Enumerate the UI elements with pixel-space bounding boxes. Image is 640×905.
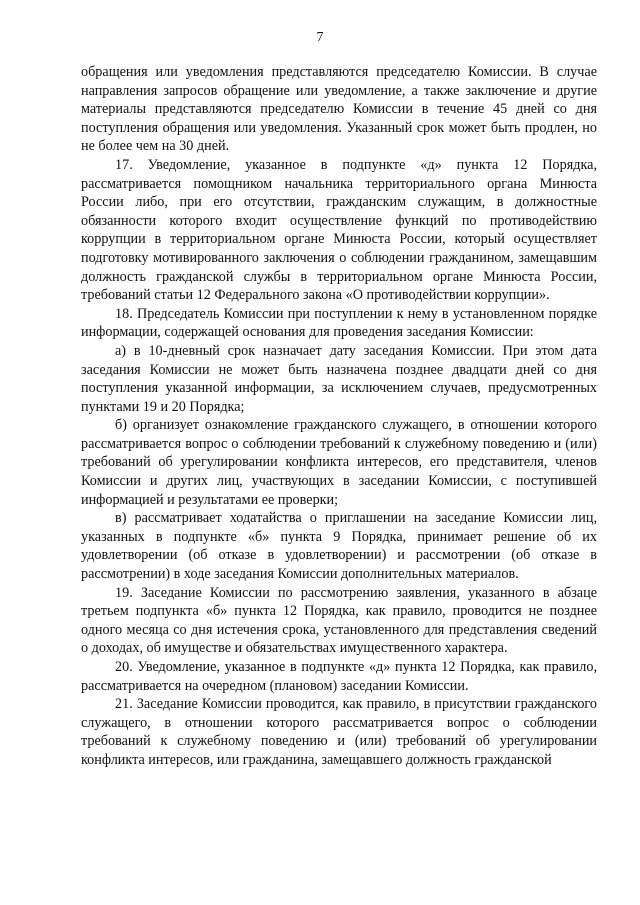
paragraph-18-b: б) организует ознакомление гражданского служащего, в отношении которого рассматривается вопрос о соблюдении требований к служебному поведению и (или) требований об урегулировании конфликта интересов, его представителя, членов Комиссии и других лиц, участвующих в заседании Комиссии, с поступившей информацией и результатами ее проверки; [81,417,597,508]
paragraph-18-v: в) рассматривает ходатайства о приглашении на заседание Комиссии лиц, указанных в подпункте «б» пункта 9 Порядка, принимает решение об их удовлетворении (об отказе в удовлетворении) и рассмотрении (об отказе в рассмотрении) в ходе заседания Комиссии дополнительных материалов. [81,510,597,583]
paragraph-19: 19. Заседание Комиссии по рассмотрению заявления, указанного в абзаце третьем подпункта «б» пункта 12 Порядка, как правило, проводится не позднее одного месяца со дня истечения срока, установленного для представления сведений о доходах, об имуществе и обязательствах имущественного характера. [81,584,597,657]
paragraph-18: 18. Председатель Комиссии при поступлении к нему в установленном порядке информации, содержащей основания для проведения заседания Комиссии: [81,305,597,341]
body-text [81,63,597,770]
paragraph-continuation: обращения или уведомления представляются председателю Комиссии. В случае направления запросов обращение или уведомление, а также заключение и другие материалы представляются председателю Комиссии в течение 45 дней со дня поступления обращения или уведомления. Указанный срок может быть продлен, но не более чем на 30 дней. [81,64,597,155]
paragraph-20: 20. Уведомление, указанное в подпункте «д» пункта 12 Порядка, как правило, рассматривается на очередном (плановом) заседании Комиссии. [81,659,597,694]
paragraph-18-a: а) в 10-дневный срок назначает дату заседания Комиссии. При этом дата заседания Комиссии не может быть назначена позднее двадцати дней со дня поступления указанной информации, за исключением случаев, предусмотренных пунктами 19 и 20 Порядка; [81,342,597,415]
paragraph-17: 17. Уведомление, указанное в подпункте «д» пункта 12 Порядка, рассматривается помощником начальника территориального органа Минюста России либо, при его отсутствии, гражданским служащим, в должностные обязанности которого входит осуществление функций по противодействию коррупции в территориальном органе Минюста России, который осуществляет подготовку мотивированного заключения о соблюдении гражданином, замещавшим должность гражданской службы в территориальном органе Минюста России, требований статьи 12 Федерального закона «О противодействии коррупции». [81,156,597,304]
page-number: 7 [316,30,324,45]
paragraph-21: 21. Заседание Комиссии проводится, как правило, в присутствии гражданского служащего, в отношении которого рассматривается вопрос о соблюдении требований к служебному поведению и (или) требований об урегулировании конфликта интересов, или гражданина, замещавшего должность гражданской [81,696,597,768]
